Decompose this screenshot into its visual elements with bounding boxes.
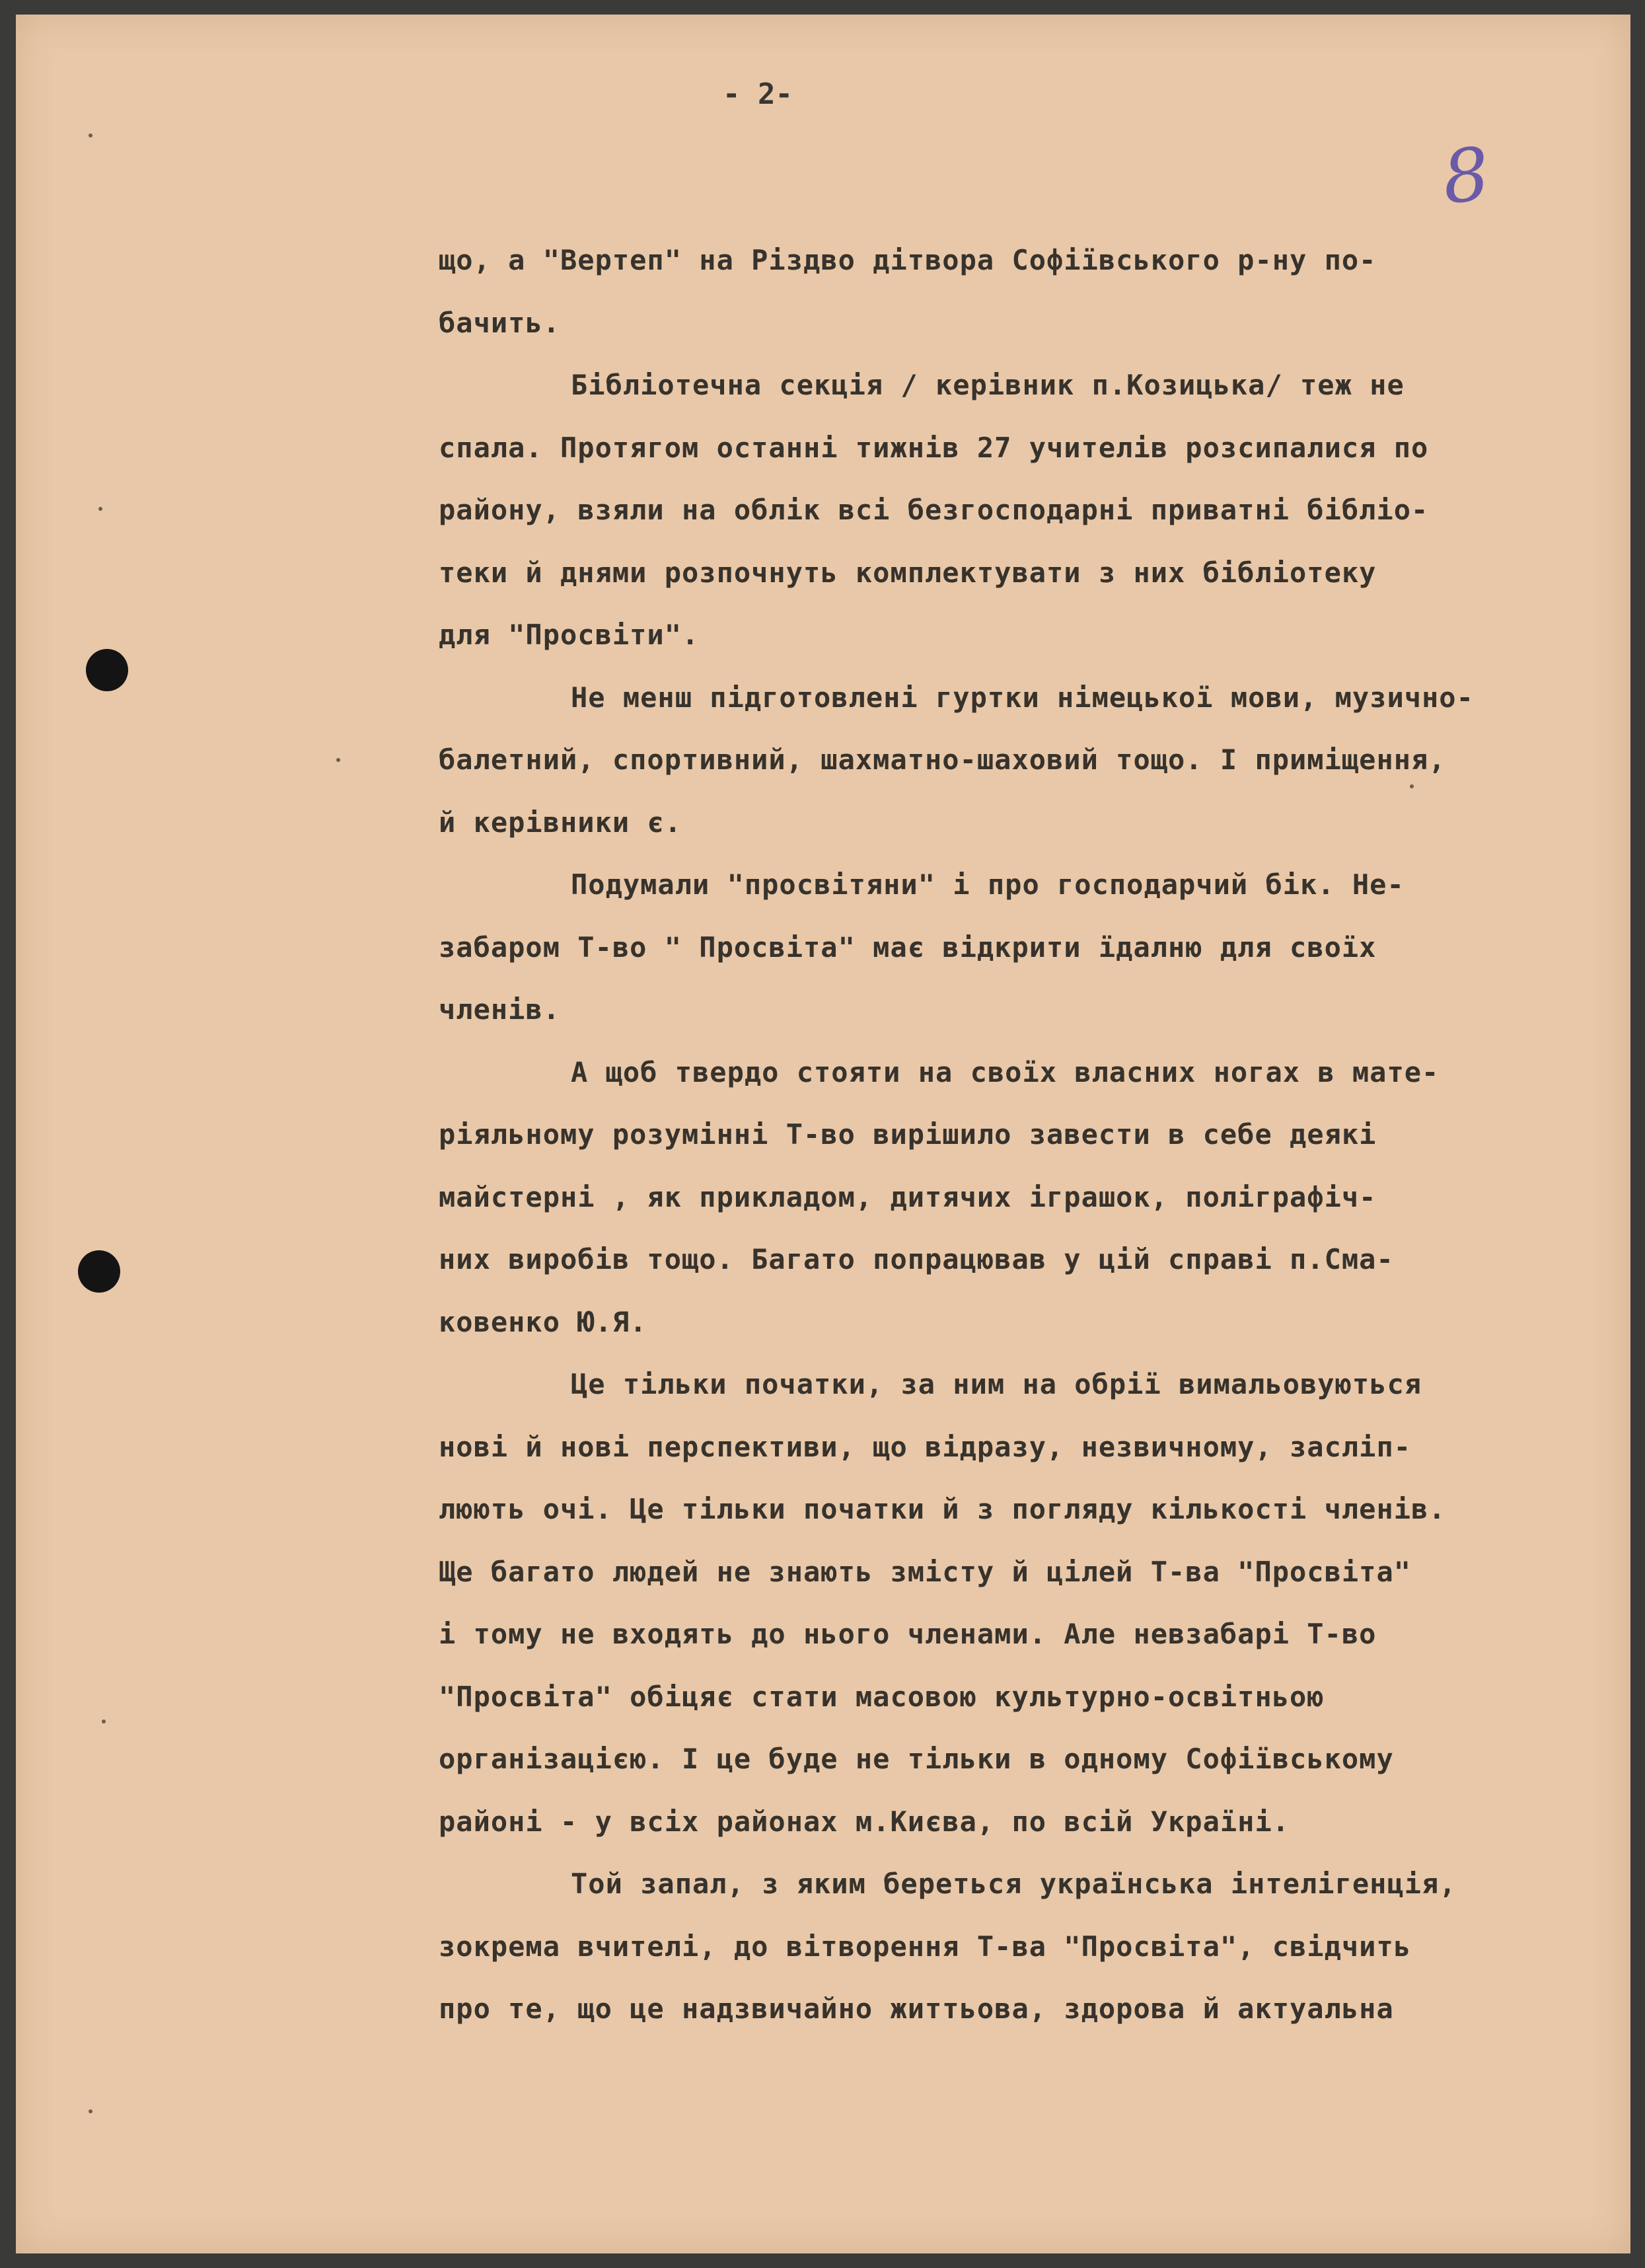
paper-speck <box>1410 784 1414 788</box>
paper-speck <box>89 2109 92 2113</box>
text-line: майстерні , як прикладом, дитячих іграшок, поліграфіч- <box>439 1180 1377 1213</box>
archive-folio-mark: 8 <box>1438 131 1494 221</box>
text-line: організацією. І це буде не тільки в одному Софіївському <box>439 1743 1394 1775</box>
text-line: ріяльному розумінні Т-во вирішило завести в себе деякі <box>439 1118 1377 1151</box>
text-line: Бібліотечна секція / керівник п.Козицька/ теж не <box>571 369 1405 401</box>
text-line: бачить. <box>439 306 561 339</box>
text-line: Подумали "просвітяни" і про господарчий бік. Не- <box>571 868 1405 901</box>
text-line: теки й днями розпочнуть комплектувати з них бібліотеку <box>439 556 1377 589</box>
text-line: них виробів тощо. Багато попрацював у цій справі п.Сма- <box>439 1243 1394 1275</box>
paper-speck <box>102 1720 106 1723</box>
text-line: нові й нові перспективи, що відразу, незвичному, засліп- <box>439 1430 1412 1463</box>
text-line: люють очі. Це тільки початки й з погляду кількості членів. <box>439 1493 1446 1525</box>
text-line: Це тільки початки, за ним на обрії вимальовуються <box>571 1368 1422 1400</box>
text-line: балетний, спортивний, шахматно-шаховий тощо. І приміщення, <box>439 743 1446 776</box>
text-line: й керівники є. <box>439 806 682 839</box>
punch-hole <box>86 649 128 691</box>
text-line: Ще багато людей не знають змісту й цілей Т-ва "Просвіта" <box>439 1555 1412 1588</box>
text-line: ковенко Ю.Я. <box>439 1305 647 1338</box>
text-line: району, взяли на облік всі безгосподарні приватні бібліо- <box>439 494 1429 526</box>
paper-speck <box>89 133 92 137</box>
text-line: "Просвіта" обіцяє стати масовою культурно-освітньою <box>439 1680 1325 1713</box>
text-line: А щоб твердо стояти на своїх власних ногах в мате- <box>571 1055 1440 1088</box>
text-line: спала. Протягом останні тижнів 27 учителів розсипалися по <box>439 431 1429 464</box>
text-line: забаром Т-во " Просвіта" має відкрити їдалню для своїх <box>439 930 1377 964</box>
punch-hole <box>78 1250 120 1293</box>
text-line: для "Просвіти". <box>439 619 700 651</box>
text-line: Той запал, з яким береться українська інтелігенція, <box>571 1868 1457 1900</box>
document-page <box>16 15 1630 2253</box>
text-line: Не менш підготовлені гуртки німецької мови, музично- <box>571 681 1474 714</box>
text-line: і тому не входять до нього членами. Але невзабарі Т-во <box>439 1618 1377 1650</box>
text-line: членів. <box>439 993 561 1026</box>
paper-speck <box>98 507 102 511</box>
typed-text-body <box>439 229 1615 2041</box>
text-line: що, а "Вертеп" на Різдво дітвора Софіївського р-ну по- <box>439 244 1377 276</box>
text-line: районі - у всіх районах м.Києва, по всій Україні. <box>439 1805 1290 1838</box>
page-number: - 2- <box>723 77 793 111</box>
text-line: про те, що це надзвичайно життьова, здорова й актуальна <box>439 1992 1394 2025</box>
text-line: зокрема вчителі, до вітворення Т-ва "Просвіта", свідчить <box>439 1930 1412 1963</box>
paper-speck <box>336 758 340 762</box>
